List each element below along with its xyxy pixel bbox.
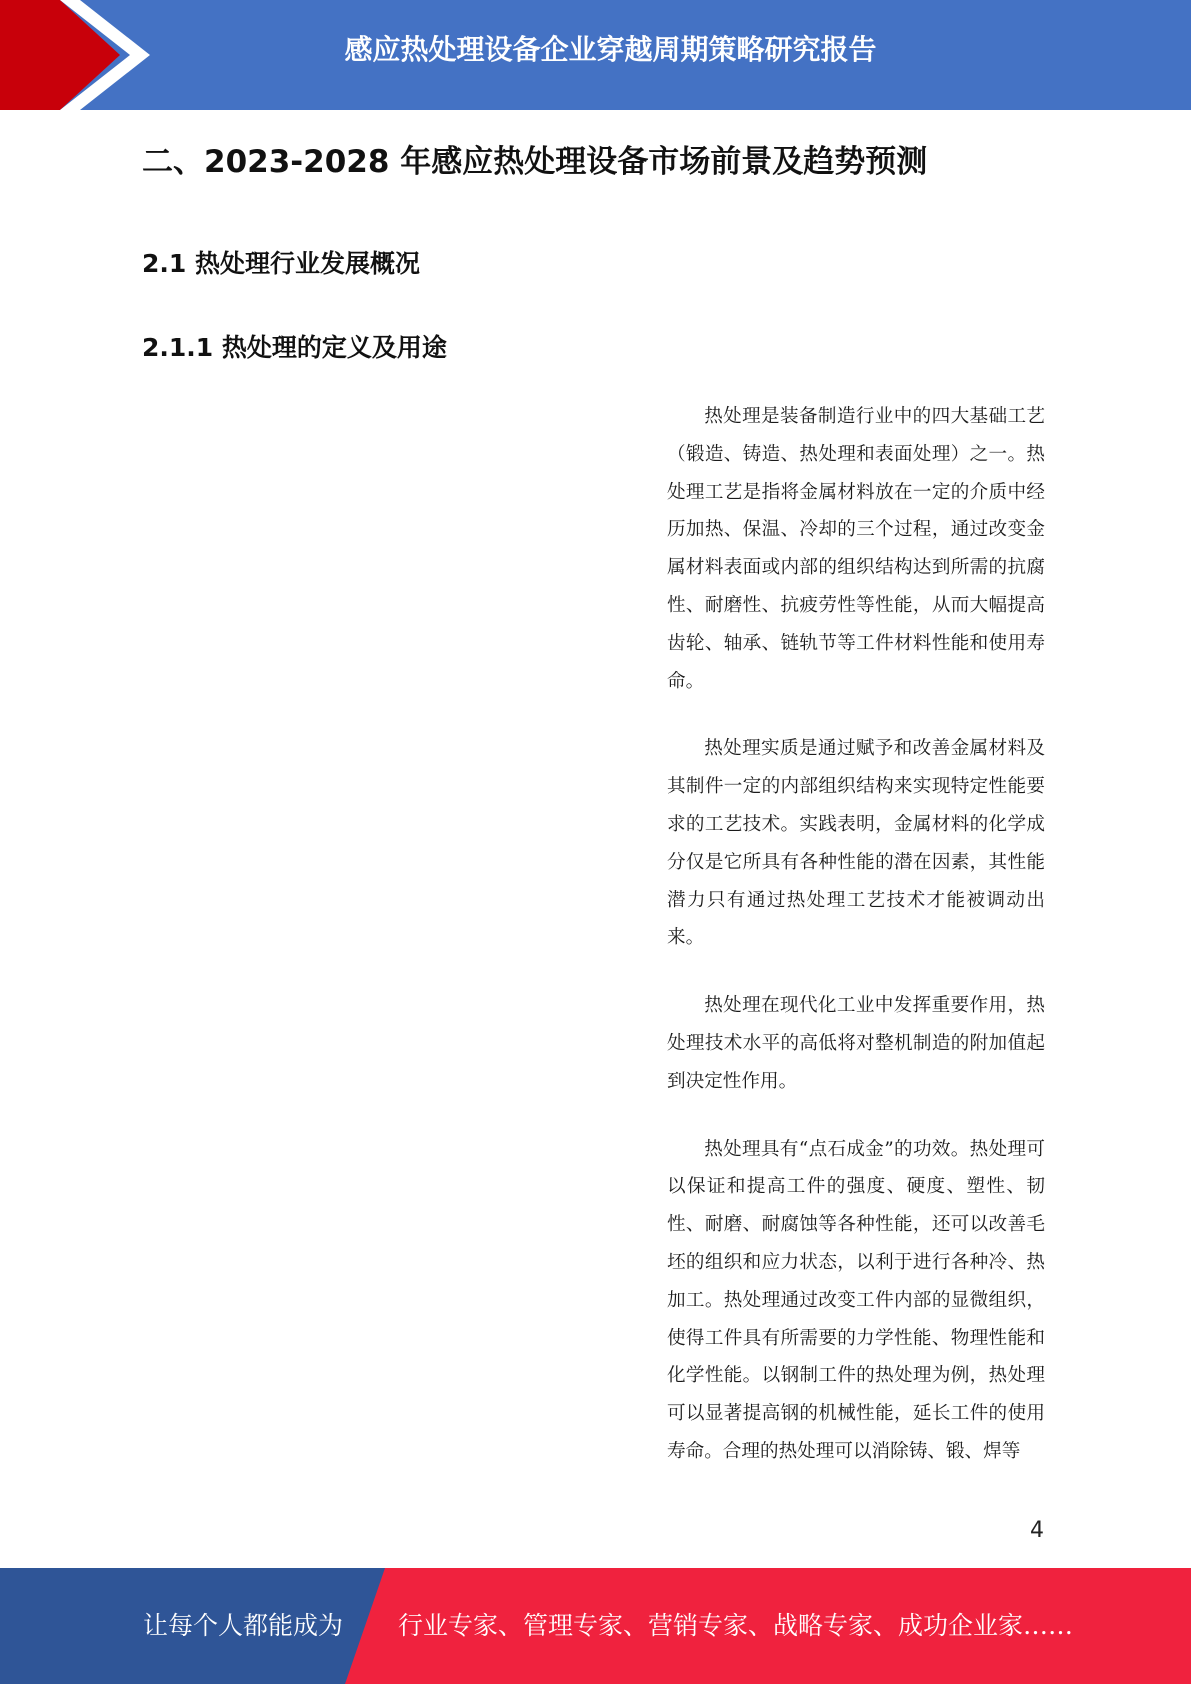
paragraph: 热处理是装备制造行业中的四大基础工艺（锻造、铸造、热处理和表面处理）之一。热处理工艺是指将金属材料放在一定的介质中经历加热、保温、冷却的三个过程，通过改变金属材料表面或内部的组织结构达到所需的抗腐性、耐磨性、抗疲劳性等性能，从而大幅提高齿轮、轴承、链轨节等工件材料性能和使用寿命。 <box>667 406 1045 692</box>
paragraph: 热处理实质是通过赋予和改善金属材料及其制件一定的内部组织结构来实现特定性能要求的工艺技术。实践表明，金属材料的化学成分仅是它所具有各种性能的潜在因素，其性能潜力只有通过热处理工艺技术才能被调动出来。 <box>667 738 1045 949</box>
footer-slogan-right: 行业专家、管理专家、营销专家、战略专家、成功企业家…… <box>398 1611 1074 1640</box>
subsection-heading: 2.1.1 热处理的定义及用途 <box>142 333 447 362</box>
body-text-column <box>667 398 1045 1471</box>
paragraph: 热处理具有“点石成金”的功效。热处理可以保证和提高工件的强度、硬度、塑性、韧性、耐磨、耐腐蚀等各种性能，还可以改善毛坯的组织和应力状态，以利于进行各种冷、热加工。热处理通过改变工件内部的显微组织，使得工件具有所需要的力学性能、物理性能和化学性能。以钢制工件的热处理为例，热处理可以显著提高钢的机械性能，延长工件的使用寿命。合理的热处理可以消除铸、锻、焊等 <box>667 1138 1045 1462</box>
page-header-band <box>0 0 1191 110</box>
report-title: 感应热处理设备企业穿越周期策略研究报告 <box>344 33 877 66</box>
chapter-heading: 二、2023-2028 年感应热处理设备市场前景及趋势预测 <box>142 144 928 180</box>
paragraph: 热处理在现代化工业中发挥重要作用，热处理技术水平的高低将对整机制造的附加值起到决定性作用。 <box>667 995 1045 1092</box>
page-number: 4 <box>1030 1518 1044 1543</box>
footer-slogan-left: 让每个人都能成为 <box>143 1611 344 1640</box>
page-footer-band <box>0 1568 1191 1684</box>
section-heading: 2.1 热处理行业发展概况 <box>142 249 420 278</box>
